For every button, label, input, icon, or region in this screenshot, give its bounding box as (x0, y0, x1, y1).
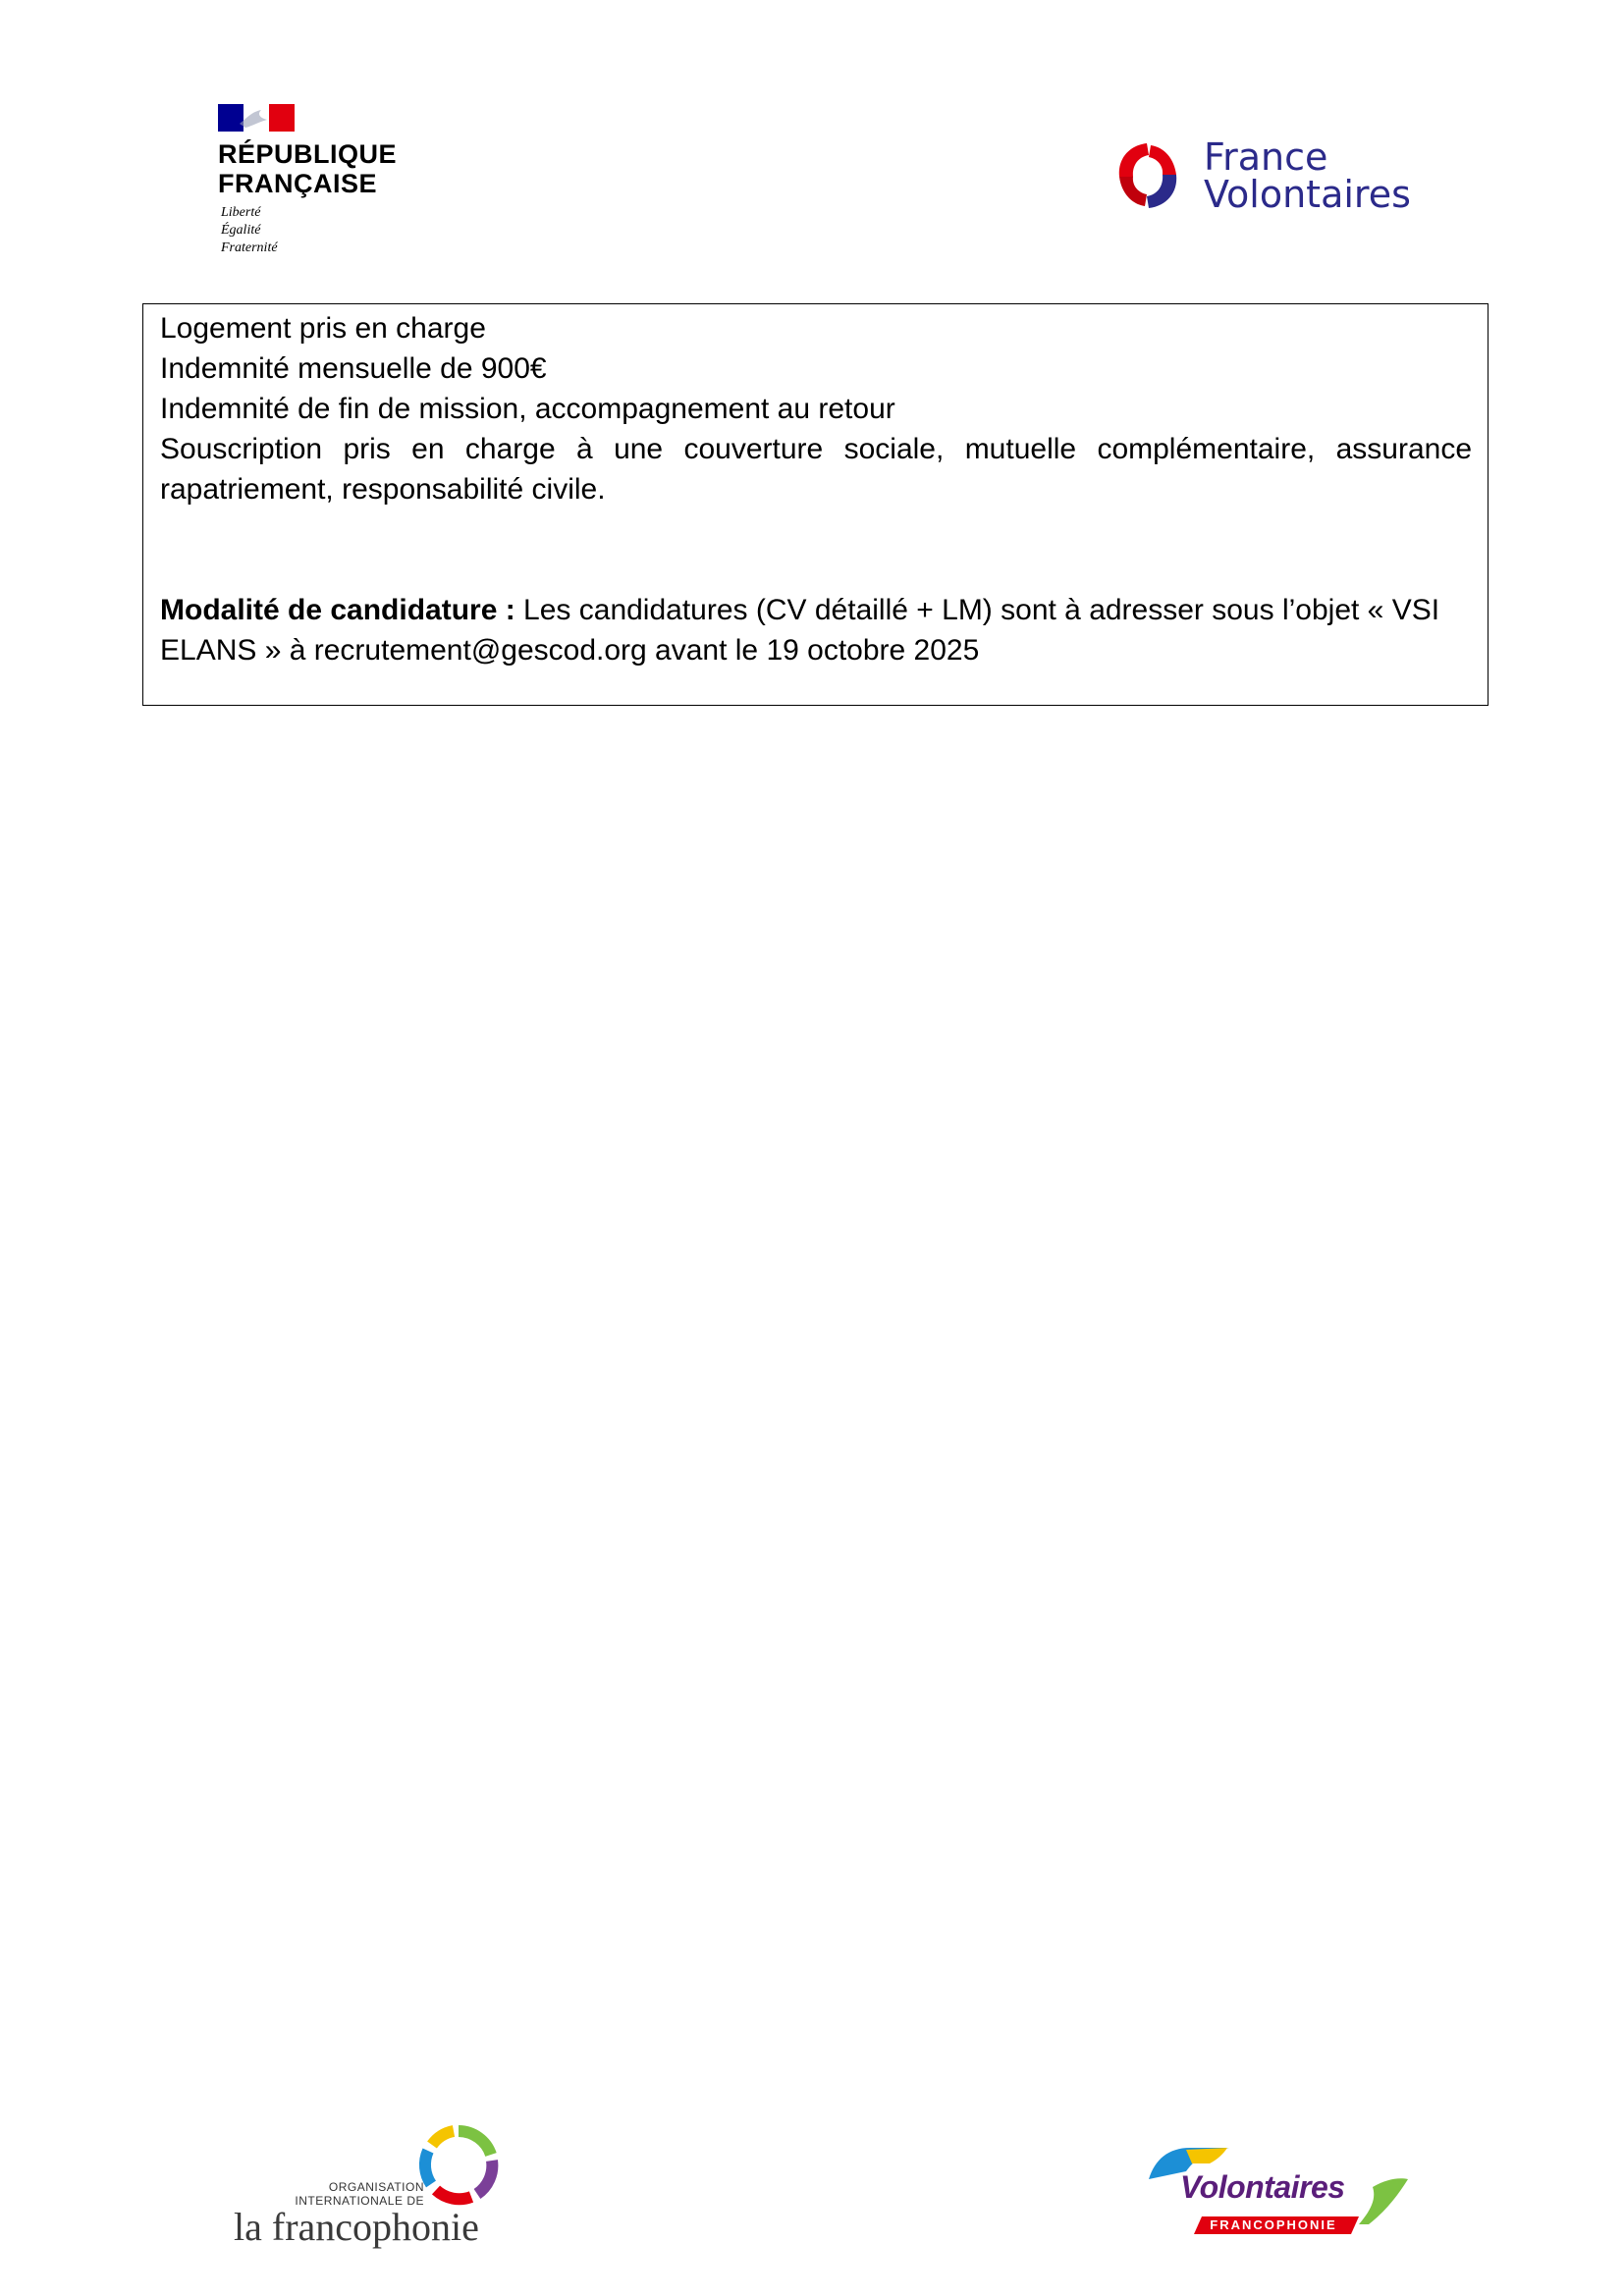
volontaires-name: Volontaires (1180, 2169, 1345, 2205)
france-volontaires-logo (1110, 137, 1434, 216)
application-text-line1: Les candidatures (CV détaillé + LM) sont à adresser sous l’objet « VSI (514, 594, 1440, 626)
marianne-flag-icon (218, 104, 295, 132)
benefit-line-allowance: Indemnité mensuelle de 900€ (160, 352, 547, 385)
francophonie-tag: FRANCOPHONIE (1210, 2217, 1337, 2232)
benefit-line-coverage: Souscription pris en charge à une couverture sociale, mutuelle complémentaire, assurance (160, 433, 1472, 465)
rf-name-line1: RÉPUBLIQUE (218, 139, 398, 169)
france-volontaires-mark-icon (1110, 137, 1186, 214)
francophonie-ring-icon (418, 2125, 499, 2206)
mission-details-text (160, 308, 1472, 670)
application-paragraph-line1 (160, 590, 1472, 630)
oif-line2: INTERNATIONALE DE (295, 2194, 424, 2208)
oif-line1: ORGANISATION (328, 2180, 424, 2194)
oif-name: la francophonie (234, 2205, 479, 2249)
fv-name-line1: France (1204, 135, 1328, 179)
application-label: Modalité de candidature : (160, 594, 515, 626)
rf-name-line2: FRANÇAISE (218, 169, 378, 198)
republique-francaise-logo (218, 102, 414, 259)
volontaires-francophonie-logo (1141, 2140, 1421, 2238)
motto-fraternite: Fraternité (221, 240, 278, 255)
spacer (160, 509, 1472, 590)
mission-details-box (142, 303, 1489, 706)
motto-egalite: Égalité (221, 223, 261, 238)
benefit-line-coverage-cont: rapatriement, responsabilité civile. (160, 473, 606, 506)
application-text-line2: ELANS » à recrutement@gescod.org avant le 19 octobre 2025 (160, 634, 980, 667)
oif-logo (234, 2125, 518, 2249)
fv-name-line2: Volontaires (1204, 173, 1411, 216)
benefit-line-housing: Logement pris en charge (160, 312, 486, 345)
motto-liberte: Liberté (221, 205, 261, 220)
benefit-line-end-of-mission: Indemnité de fin de mission, accompagnement au retour (160, 393, 895, 425)
